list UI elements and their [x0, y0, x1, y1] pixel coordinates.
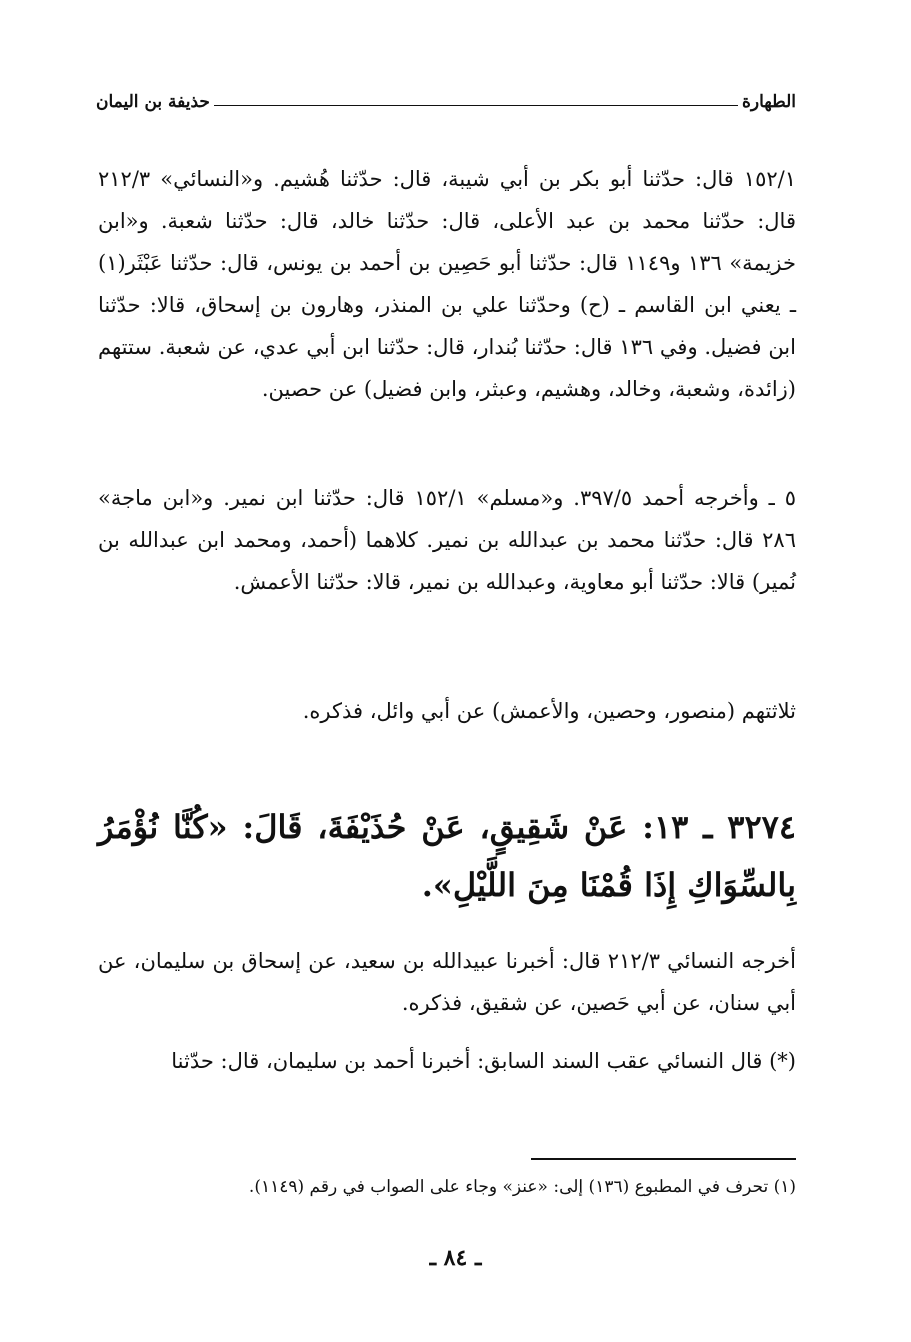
paragraph-takhrij-1: ١٥٢/١ قال: حدّثنا أبو بكر بن أبي شيبة، قال: حدّثنا هُشيم. و«النسائي» ٢١٢/٣ قال: حدّثنا محمد بن عبد الأعلى، قال: حدّثنا خالد، قال: حدّثنا شعبة. و«ابن خزيمة» ١٣٦ و١١٤٩ قال: حدّثنا أبو حَصِين بن أحمد بن يونس، قال: حدّثنا عَبْثَر(١) ـ يعني ابن القاسم ـ (ح) وحدّثنا علي بن المنذر، وهارون بن إسحاق، قالا: حدّثنا ابن فضيل. وفي ١٣٦ قال: حدّثنا بُندار، قال: حدّثنا ابن أبي عدي، عن شعبة. ستتهم (زائدة، وشعبة، وخالد، وهشيم، وعبثر، وابن فضيل) عن حصين.: [98, 167, 796, 401]
paragraph-takhrij-2: ٥ ـ وأخرجه أحمد ٣٩٧/٥. و«مسلم» ١٥٢/١ قال: حدّثنا ابن نمير. و«ابن ماجة» ٢٨٦ قال: حدّثنا محمد بن عبدالله بن نمير. كلاهما (أحمد، ومحمد ابن عبدالله بن نُمير) قالا: حدّثنا أبو معاوية، وعبدالله بن نمير، قالا: حدّثنا الأعمش.: [98, 486, 797, 594]
chapter-title: حذيفة بن اليمان: [96, 92, 210, 112]
hadith-text: ٣٢٧٤ ـ ١٣: عَنْ شَقِيقٍ، عَنْ حُذَيْفَةَ، قَالَ: «كُنَّا نُؤْمَرُ بِالسِّوَاكِ إِذَا قُمْنَا مِنَ اللَّيْلِ».: [98, 808, 797, 904]
running-header: [96, 92, 796, 112]
footnote: (١) تحرف في المطبوع (١٣٦) إلى: «عنز» وجاء على الصواب في رقم (١١٤٩).: [248, 1177, 796, 1197]
header-rule: [214, 105, 738, 106]
section-title: الطهارة: [742, 92, 796, 112]
page-number: ـ ٨٤ ـ: [429, 1245, 482, 1271]
paragraph-takhrij-3: أخرجه النسائي ٢١٢/٣ قال: أخبرنا عبيدالله بن سعيد، عن إسحاق بن سليمان، عن أبي سنان، عن أبي حَصين، عن شقيق، فذكره.: [98, 949, 796, 1015]
paragraph-note: (*) قال النسائي عقب السند السابق: أخبرنا أحمد بن سليمان، قال: حدّثنا: [171, 1049, 796, 1073]
footnote-divider: [531, 1158, 796, 1160]
paragraph-summary: ثلاثتهم (منصور، وحصين، والأعمش) عن أبي وائل، فذكره.: [302, 699, 796, 723]
